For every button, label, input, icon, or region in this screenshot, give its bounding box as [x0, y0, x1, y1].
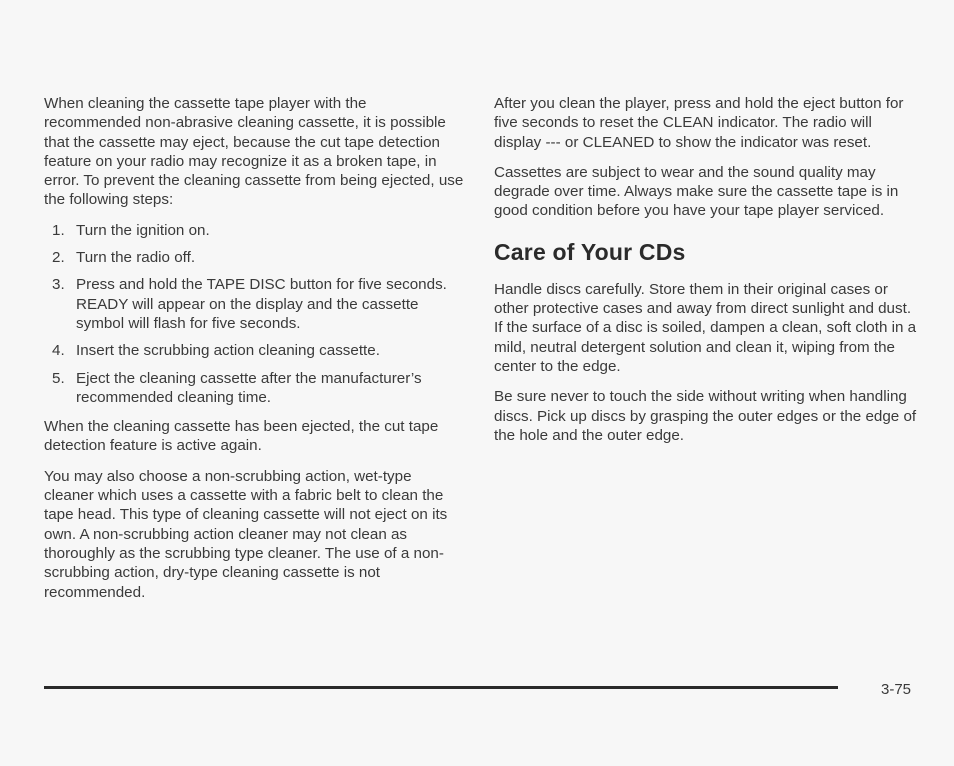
touch-discs-paragraph: Be sure never to touch the side without writing when handling discs. Pick up discs by grasping the outer edges or the edge of the hole and the outer edge. [494, 388, 917, 444]
step-text: Turn the ignition on. [76, 221, 210, 239]
step-text: Insert the scrubbing action cleaning cassette. [76, 342, 380, 360]
step-item [44, 248, 464, 267]
right-column [494, 94, 922, 456]
footer-rule [44, 686, 838, 689]
non-scrubbing-paragraph: You may also choose a non-scrubbing action, wet-type cleaner which uses a cassette with a fabric belt to clean the tape head. This type of cleaning cassette will not eject on its own. A non-scrubbing action cleaner may not clean as thoroughly as the scrubbing type cleaner. The use of a non-scrubbing action, dry-type cleaning cassette is not recommended. [44, 467, 448, 601]
step-item [44, 275, 464, 333]
page-number: 3-75 [881, 681, 912, 698]
left-column [44, 94, 464, 613]
step-text: Eject the cleaning cassette after the manufacturer’s recommended cleaning time. [76, 369, 422, 406]
reset-indicator-paragraph: After you clean the player, press and hold the eject button for five seconds to reset the CLEAN indicator. The radio will display --- or CLEANED to show the indicator was reset. [494, 95, 904, 151]
handle-discs-paragraph: Handle discs carefully. Store them in their original cases or other protective cases and away from direct sunlight and dust. If the surface of a disc is soiled, dampen a clean, soft cloth in a mild, neutral detergent solution and clean it, wiping from the center to the edge. [494, 280, 917, 375]
step-item [44, 341, 464, 360]
step-number: 4. [52, 342, 65, 360]
step-item [44, 221, 464, 240]
step-text: Press and hold the TAPE DISC button for five seconds. READY will appear on the display and the cassette symbol will flash for five seconds. [76, 276, 447, 332]
step-text: Turn the radio off. [76, 249, 196, 267]
step-number: 1. [52, 221, 65, 239]
cleaning-steps-list [44, 221, 464, 407]
step-number: 2. [52, 249, 65, 267]
cassette-wear-paragraph: Cassettes are subject to wear and the sound quality may degrade over time. Always make sure the cassette tape is in good condition before you have your tape player serviced. [494, 163, 899, 220]
cleaning-intro-paragraph: When cleaning the cassette tape player with the recommended non-abrasive cleaning cassette, it is possible that the cassette may eject, because the cut tape detection feature on your radio may recognize it as a broken tape, in error. To prevent the cleaning cassette from being ejected, use the following steps: [44, 95, 464, 209]
after-eject-paragraph: When the cleaning cassette has been ejected, the cut tape detection feature is active again. [44, 418, 439, 455]
step-item [44, 369, 464, 408]
section-heading: Care of Your CDs [494, 238, 686, 265]
step-number: 5. [52, 369, 65, 387]
step-number: 3. [52, 276, 65, 294]
